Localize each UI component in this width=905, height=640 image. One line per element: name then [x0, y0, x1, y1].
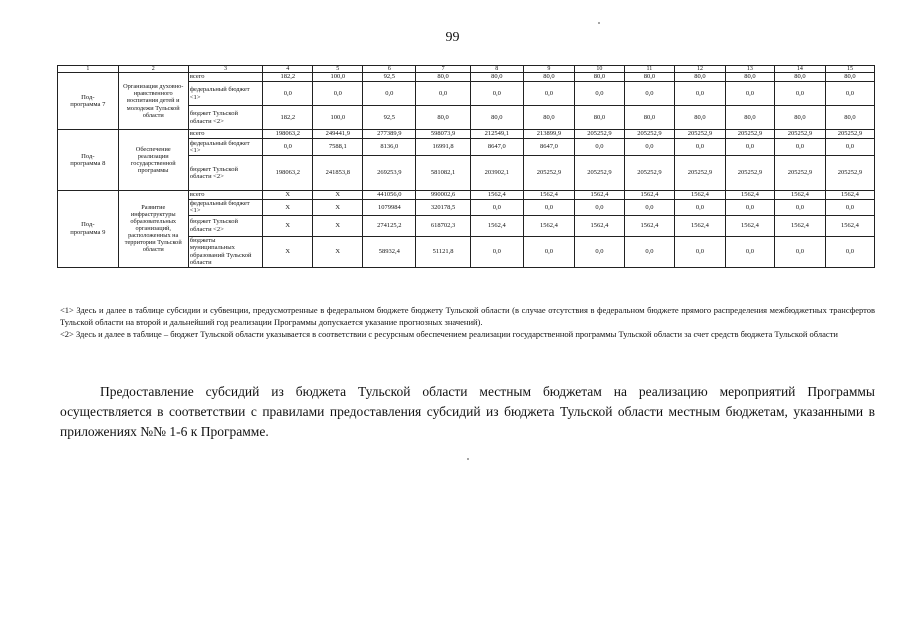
value-cell: 249441,9: [313, 130, 363, 139]
value-cell: 0,0: [263, 139, 313, 156]
value-cell: 80,0: [624, 73, 674, 82]
value-cell: 8136,0: [363, 139, 416, 156]
value-cell: 0,0: [825, 200, 874, 216]
value-cell: 205252,9: [774, 130, 825, 139]
value-cell: X: [313, 200, 363, 216]
value-cell: 0,0: [825, 139, 874, 156]
value-cell: X: [313, 191, 363, 200]
value-cell: 205252,9: [574, 156, 624, 191]
value-cell: 212549,1: [470, 130, 523, 139]
value-cell: 80,0: [725, 73, 774, 82]
value-cell: 182,2: [263, 106, 313, 130]
value-cell: 0,0: [774, 236, 825, 267]
value-cell: 1562,4: [825, 215, 874, 236]
value-cell: 198063,2: [263, 156, 313, 191]
value-cell: 213899,9: [523, 130, 574, 139]
value-cell: 8647,0: [523, 139, 574, 156]
value-cell: 320178,5: [416, 200, 470, 216]
column-number-cell: 15: [825, 66, 874, 73]
value-cell: 92,5: [363, 106, 416, 130]
value-cell: 92,5: [363, 73, 416, 82]
value-cell: 0,0: [825, 236, 874, 267]
value-cell: 16991,8: [416, 139, 470, 156]
value-cell: 80,0: [674, 73, 725, 82]
value-cell: 0,0: [470, 82, 523, 106]
funding-source-cell: всего: [188, 191, 262, 200]
value-cell: 80,0: [674, 106, 725, 130]
value-cell: 1562,4: [523, 191, 574, 200]
funding-source-cell: бюджет Тульской области <2>: [188, 106, 262, 130]
table-row: [58, 130, 875, 139]
value-cell: 0,0: [574, 200, 624, 216]
body-paragraph: Предоставление субсидий из бюджета Тульской области местным бюджетам на реализацию мероприятий Программы осуществляется в соответствии с правилами предоставления субсидий из бюджета Тульской области местным бюджетам, указанными в приложениях №№ 1-6 к Программе.: [60, 384, 875, 439]
value-cell: 205252,9: [725, 156, 774, 191]
value-cell: 80,0: [416, 106, 470, 130]
value-cell: 0,0: [363, 82, 416, 106]
value-cell: 80,0: [470, 73, 523, 82]
value-cell: 0,0: [313, 82, 363, 106]
value-cell: 0,0: [774, 200, 825, 216]
value-cell: 1562,4: [774, 191, 825, 200]
value-cell: 441056,0: [363, 191, 416, 200]
value-cell: 80,0: [825, 73, 874, 82]
column-number-cell: 2: [118, 66, 188, 73]
value-cell: 0,0: [523, 236, 574, 267]
value-cell: X: [263, 236, 313, 267]
value-cell: 80,0: [624, 106, 674, 130]
funding-source-cell: федеральный бюджет <1>: [188, 200, 262, 216]
value-cell: 0,0: [774, 139, 825, 156]
value-cell: 1562,4: [574, 191, 624, 200]
subprogram-cell: Под- программа 9: [58, 191, 119, 268]
value-cell: 0,0: [725, 82, 774, 106]
value-cell: 0,0: [470, 200, 523, 216]
value-cell: 0,0: [774, 82, 825, 106]
value-cell: 0,0: [624, 200, 674, 216]
funding-source-cell: бюджеты муниципальных образований Тульской области: [188, 236, 262, 267]
value-cell: 0,0: [674, 82, 725, 106]
value-cell: 274125,2: [363, 215, 416, 236]
value-cell: 205252,9: [574, 130, 624, 139]
value-cell: 0,0: [624, 139, 674, 156]
column-number-cell: 14: [774, 66, 825, 73]
value-cell: 205252,9: [825, 156, 874, 191]
value-cell: 205252,9: [624, 156, 674, 191]
funding-source-cell: всего: [188, 73, 262, 82]
value-cell: 581082,1: [416, 156, 470, 191]
value-cell: X: [263, 200, 313, 216]
value-cell: 618702,3: [416, 215, 470, 236]
value-cell: 0,0: [825, 82, 874, 106]
column-number-cell: 9: [523, 66, 574, 73]
column-number-cell: 3: [188, 66, 262, 73]
value-cell: 80,0: [523, 73, 574, 82]
value-cell: 0,0: [523, 82, 574, 106]
value-cell: 990002,6: [416, 191, 470, 200]
value-cell: 205252,9: [674, 156, 725, 191]
value-cell: 1562,4: [624, 215, 674, 236]
budget-table: [57, 65, 875, 268]
subprogram-description-cell: Обеспечение реализации государственной программы: [118, 130, 188, 191]
value-cell: 1562,4: [825, 191, 874, 200]
funding-source-cell: всего: [188, 130, 262, 139]
value-cell: 1079984: [363, 200, 416, 216]
value-cell: 205252,9: [774, 156, 825, 191]
column-number-cell: 7: [416, 66, 470, 73]
footnote-2: <2> Здесь и далее в таблице – бюджет Тульской области указывается в соответствии с ресурсным обеспечением реализации государственной программы Тульской области за счет средств бюджета Тульской области: [60, 329, 838, 339]
value-cell: 269253,9: [363, 156, 416, 191]
value-cell: 0,0: [725, 200, 774, 216]
value-cell: 1562,4: [674, 191, 725, 200]
funding-source-cell: бюджет Тульской области <2>: [188, 156, 262, 191]
funding-source-cell: бюджет Тульской области <2>: [188, 215, 262, 236]
value-cell: 241853,8: [313, 156, 363, 191]
value-cell: 1562,4: [470, 215, 523, 236]
value-cell: 80,0: [416, 73, 470, 82]
value-cell: 0,0: [574, 82, 624, 106]
subprogram-cell: Под- программа 8: [58, 130, 119, 191]
value-cell: 0,0: [725, 236, 774, 267]
subprogram-description-cell: Развитие инфраструктуры образовательных организаций, расположенных на территории Тульской области: [118, 191, 188, 268]
value-cell: 0,0: [674, 236, 725, 267]
value-cell: 598073,9: [416, 130, 470, 139]
value-cell: 205252,9: [624, 130, 674, 139]
subprogram-cell: Под- программа 7: [58, 73, 119, 130]
value-cell: 205252,9: [725, 130, 774, 139]
funding-source-cell: федеральный бюджет <1>: [188, 82, 262, 106]
value-cell: 80,0: [774, 73, 825, 82]
value-cell: 277389,9: [363, 130, 416, 139]
column-number-cell: 6: [363, 66, 416, 73]
footnotes: [60, 304, 875, 340]
value-cell: 203902,1: [470, 156, 523, 191]
value-cell: 100,0: [313, 73, 363, 82]
value-cell: 1562,4: [624, 191, 674, 200]
value-cell: 100,0: [313, 106, 363, 130]
scan-speck: [467, 458, 469, 460]
value-cell: 80,0: [725, 106, 774, 130]
column-number-cell: 4: [263, 66, 313, 73]
value-cell: 80,0: [574, 106, 624, 130]
value-cell: 1562,4: [774, 215, 825, 236]
footnote-1: <1> Здесь и далее в таблице субсидии и субвенции, предусмотренные в федеральном бюджете бюджету Тульской области (в случае отсутствия в федеральном бюджете прямого распределения межбюджетных трансфертов Тульской области на второй и дальнейший год реализации Программы допускается указание прогнозных значений).: [60, 305, 875, 327]
value-cell: 0,0: [470, 236, 523, 267]
value-cell: 1562,4: [674, 215, 725, 236]
column-number-cell: 1: [58, 66, 119, 73]
value-cell: 0,0: [624, 236, 674, 267]
value-cell: 0,0: [624, 82, 674, 106]
page-number: 99: [445, 30, 460, 45]
value-cell: 1562,4: [725, 191, 774, 200]
column-number-row: [58, 66, 875, 73]
scan-speck: [598, 22, 600, 24]
column-number-cell: 10: [574, 66, 624, 73]
value-cell: 80,0: [523, 106, 574, 130]
value-cell: 0,0: [523, 200, 574, 216]
value-cell: 80,0: [825, 106, 874, 130]
value-cell: X: [313, 215, 363, 236]
value-cell: 0,0: [416, 82, 470, 106]
value-cell: X: [263, 215, 313, 236]
value-cell: 80,0: [470, 106, 523, 130]
value-cell: 0,0: [263, 82, 313, 106]
value-cell: 1562,4: [523, 215, 574, 236]
value-cell: 1562,4: [574, 215, 624, 236]
value-cell: 205252,9: [523, 156, 574, 191]
column-number-cell: 8: [470, 66, 523, 73]
value-cell: 7588,1: [313, 139, 363, 156]
table-row: [58, 191, 875, 200]
value-cell: 80,0: [574, 73, 624, 82]
value-cell: 182,2: [263, 73, 313, 82]
subprogram-description-cell: Организация духовно-нравственного воспитания детей и молодежи Тульской области: [118, 73, 188, 130]
value-cell: 1562,4: [470, 191, 523, 200]
value-cell: 0,0: [574, 139, 624, 156]
column-number-cell: 12: [674, 66, 725, 73]
value-cell: X: [313, 236, 363, 267]
value-cell: 0,0: [725, 139, 774, 156]
value-cell: 205252,9: [825, 130, 874, 139]
column-number-cell: 11: [624, 66, 674, 73]
value-cell: 198063,2: [263, 130, 313, 139]
value-cell: 8647,0: [470, 139, 523, 156]
value-cell: 80,0: [774, 106, 825, 130]
value-cell: 0,0: [674, 139, 725, 156]
column-number-cell: 13: [725, 66, 774, 73]
value-cell: 0,0: [574, 236, 624, 267]
value-cell: 205252,9: [674, 130, 725, 139]
value-cell: 0,0: [674, 200, 725, 216]
column-number-cell: 5: [313, 66, 363, 73]
value-cell: 58932,4: [363, 236, 416, 267]
table-row: [58, 73, 875, 82]
value-cell: X: [263, 191, 313, 200]
value-cell: 1562,4: [725, 215, 774, 236]
value-cell: 51121,8: [416, 236, 470, 267]
funding-source-cell: федеральный бюджет <1>: [188, 139, 262, 156]
